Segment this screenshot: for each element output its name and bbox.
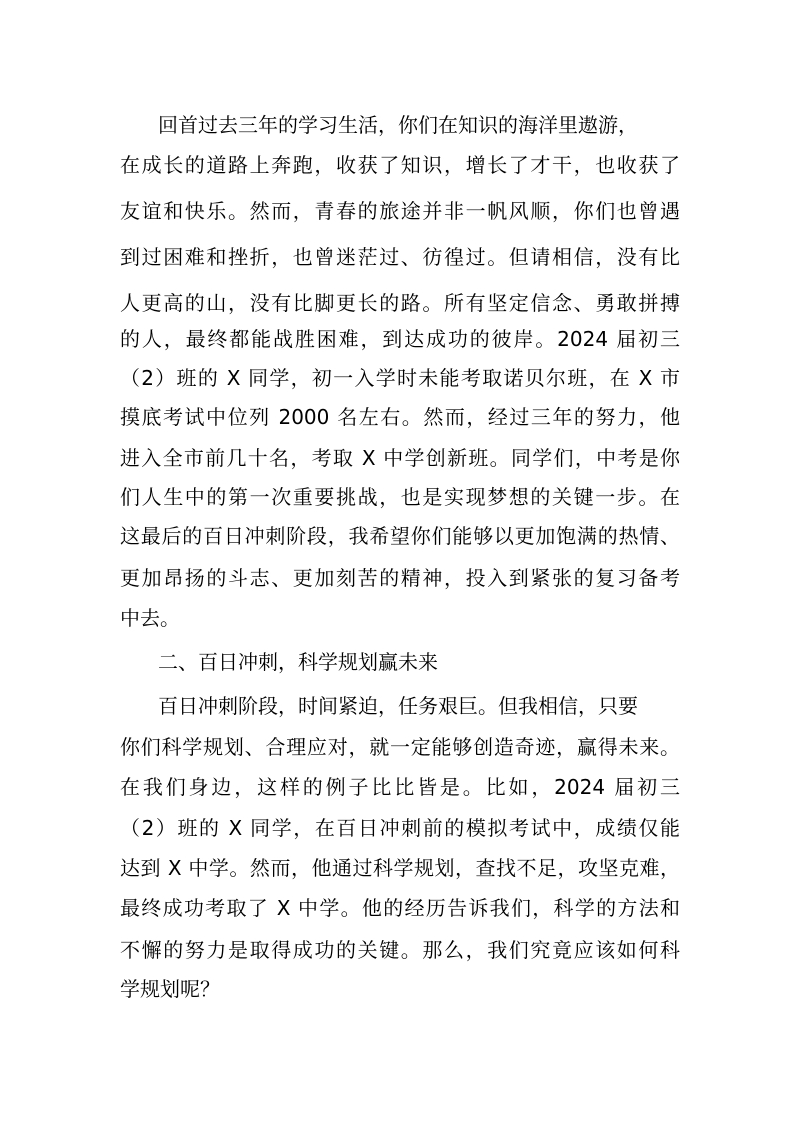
paragraph-line: 百日冲刺阶段，时间紧迫，任务艰巨。但我相信，只要	[158, 694, 638, 718]
paragraph-line: 摸底考试中位列 2000 名左右。然而，经过三年的努力，他	[120, 405, 680, 429]
paragraph-line: 学规划呢？	[120, 977, 220, 1001]
paragraph-line: （2）班的 X 同学，初一入学时未能考取诺贝尔班，在 X 市	[120, 366, 680, 390]
paragraph-line: 这最后的百日冲刺阶段，我希望你们能够以更加饱满的热情、	[120, 524, 680, 548]
paragraph-line: 回首过去三年的学习生活，你们在知识的海洋里遨游，	[158, 113, 638, 137]
paragraph-line: 在我们身边，这样的例子比比皆是。比如，2024 届初三	[120, 775, 680, 799]
paragraph-line: 的人，最终都能战胜困难，到达成功的彼岸。2024 届初三	[120, 327, 680, 351]
paragraph-line: 达到 X 中学。然而，他通过科学规划，查找不足，攻坚克难，	[120, 856, 680, 880]
paragraph-line: 进入全市前几十名，考取 X 中学创新班。同学们，中考是你	[120, 446, 680, 470]
paragraph-line: 友谊和快乐。然而，青春的旅途并非一帆风顺，你们也曾遇	[120, 199, 680, 223]
paragraph-line: 人更高的山，没有比脚更长的路。所有坚定信念、勇敢拼搏	[120, 291, 680, 315]
paragraph-line: 在成长的道路上奔跑，收获了知识，增长了才干，也收获了	[120, 153, 680, 177]
paragraph-line: 中去。	[120, 606, 180, 630]
section-heading: 二、百日冲刺，科学规划赢未来	[158, 650, 438, 674]
paragraph-line: 你们科学规划、合理应对，就一定能够创造奇迹，赢得未来。	[120, 735, 680, 759]
paragraph-line: 更加昂扬的斗志、更加刻苦的精神，投入到紧张的复习备考	[120, 566, 680, 590]
paragraph-line: 们人生中的第一次重要挑战，也是实现梦想的关键一步。在	[120, 485, 680, 509]
paragraph-line: 到过困难和挫折，也曾迷茫过、彷徨过。但请相信，没有比	[120, 245, 680, 269]
paragraph-line: （2）班的 X 同学，在百日冲刺前的模拟考试中，成绩仅能	[120, 816, 680, 840]
paragraph-line: 不懈的努力是取得成功的关键。那么，我们究竟应该如何科	[120, 938, 680, 962]
paragraph-line: 最终成功考取了 X 中学。他的经历告诉我们，科学的方法和	[120, 896, 680, 920]
